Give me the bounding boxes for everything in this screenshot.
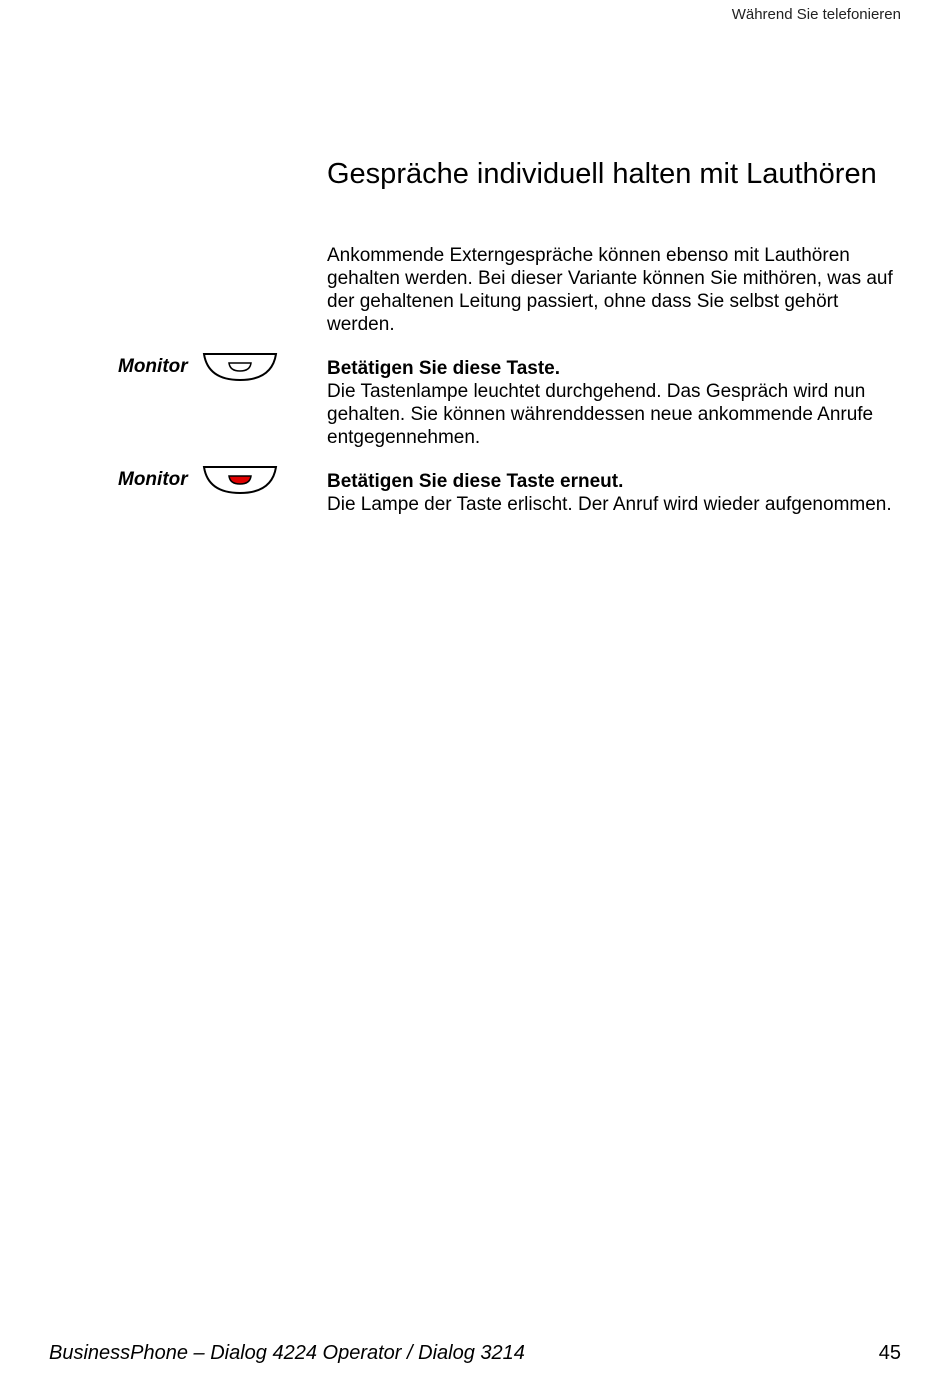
step-1-text: Die Tastenlampe leuchtet durchgehend. Das Gespräch wird nun gehalten. Sie können währenddessen neue ankommende Anrufe entgegennehmen. xyxy=(327,381,874,448)
step-1-content xyxy=(327,357,917,449)
step-2-key-label: Monitor xyxy=(118,469,188,490)
running-header: Während Sie telefonieren xyxy=(731,6,901,23)
step-2-heading: Betätigen Sie diese Taste erneut. xyxy=(327,471,624,492)
step-2-content xyxy=(327,470,917,516)
page-title: Gespräche individuell halten mit Lauthören xyxy=(327,158,877,190)
step-1-key-label: Monitor xyxy=(118,356,188,377)
key-lamp-on-icon xyxy=(202,465,278,495)
step-1-heading: Betätigen Sie diese Taste. xyxy=(327,358,561,379)
step-2-text: Die Lampe der Taste erlischt. Der Anruf wird wieder aufgenommen. xyxy=(327,494,892,515)
page-number: 45 xyxy=(878,1342,901,1364)
key-lamp-off-icon xyxy=(202,352,278,382)
intro-paragraph: Ankommende Externgespräche können ebenso mit Lauthören gehalten werden. Bei dieser Variante können Sie mithören, was auf der gehaltenen Leitung passiert, ohne dass Sie selbst gehört werden. xyxy=(327,245,893,335)
footer-product: BusinessPhone – Dialog 4224 Operator / Dialog 3214 xyxy=(49,1342,525,1364)
